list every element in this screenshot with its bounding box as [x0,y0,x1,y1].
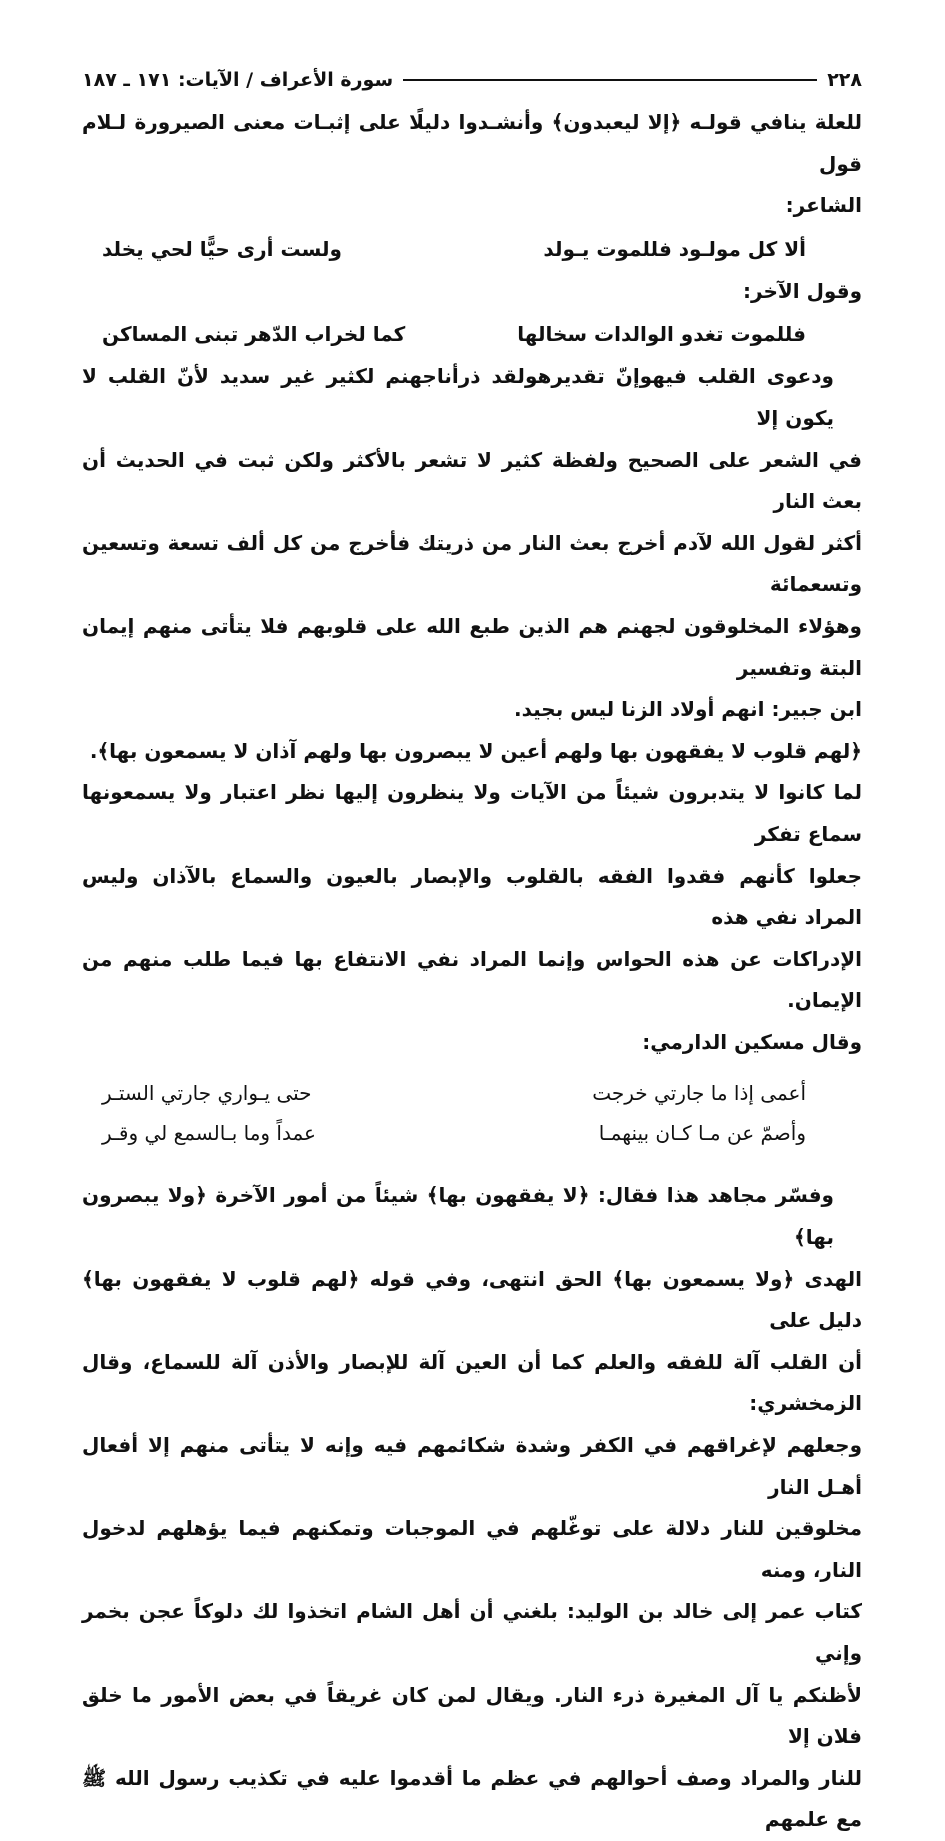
verse-hemistich-second: ولست أرى حيًّا لحي يخلد [102,236,342,261]
verse-line [82,312,862,356]
text-line: وقال مسكين الدارمي: [642,1029,862,1054]
verse-hemistich-first: ألا كل مولـود فللموت يـولد [543,236,806,261]
text-line: لما كانوا لا يتدبرون شيئاً من الآيات ولا ينظرون إليها نظر اعتبار ولا يسمعونها سماع تفكر [82,780,862,846]
verse-hemistich-second: عمداً وما بـالسمع لي وقـر [102,1121,316,1146]
text-line: أن القلب آلة للفقه والعلم كما أن العين آلة للإبصار والأذن آلة للسماع، وقال الزمخشري: [82,1349,862,1416]
spacer [82,1153,862,1175]
text-line: كتاب عمر إلى خالد بن الوليد: بلغني أن أهل الشام اتخذوا لك دلوكاً عجن بخمر وإني [82,1599,862,1665]
text-line: في الشعر على الصحيح ولفظة كثير لا تشعر بالأكثر ولكن ثبت في الحديث أن بعث النار [82,447,862,514]
page-number: ٢٢٨ [827,69,862,91]
text-line: جعلوا كأنهم فقدوا الفقه بالقلوب والإبصار بالعيون والسماع بالآذان وليس المراد نفي هذه [82,863,862,930]
text-line: ودعوى القلب فيهوإنّ تقديرهولقد ذرأناجهنم لكثير غير سديد لأنّ القلب لا يكون إلا [82,364,834,430]
verse-hemistich-first: فللموت تغدو الوالدات سخالها [517,322,806,347]
text-line: مخلوقين للنار دلالة على توغّلهم في الموجبات وتمكنهم فيما يؤهلهم لدخول النار، ومنه [82,1516,862,1582]
text-line: وجعلهم لإغراقهم في الكفر وشدة شكائمهم فيه وإنه لا يتأتى منهم إلا أفعال أهـل النار [82,1433,862,1499]
text-line: وقول الآخر: [743,278,862,303]
text-line: ابن جبير: انهم أولاد الزنا ليس بجيد. [513,697,862,722]
text-line: أكثر لقول الله لآدم أخرج بعث النار من ذريتك فأخرج من كل ألف تسعة وتسعين وتسعمائة [82,530,862,597]
text-line: للعلة ينافي قولـه ﴿إلا ليعبدون﴾ وأنشـدوا دليلًا على إثبـات معنى الصيرورة لـلام قول [82,110,862,176]
text-line: وفسّر مجاهد هذا فقال: ﴿لا يفقهون بها﴾ شيئاً من أمور الآخرة ﴿ولا يبصرون بها﴾ [82,1183,834,1250]
page-header [82,62,862,98]
ayah-heading: ﴿لهم قلوب لا يفقهون بها ولهم أعين لا يبصرون بها ولهم آذان لا يسمعون بها﴾. [89,738,862,763]
page-body [82,102,862,1841]
text-line: لأظنكم يا آل المغيرة ذرء النار. ويقال لمن كان غريقاً في بعض الأمور ما خلق فلان إلا [82,1682,862,1749]
text-line: وهؤلاء المخلوقون لجهنم هم الذين طبع الله على قلوبهم فلا يتأتى منهم إيمان البتة وتفسير [82,613,862,680]
text-line: الهدى ﴿ولا يسمعون بها﴾ الحق انتهى، وفي قوله ﴿لهم قلوب لا يفقهون بها﴾ دليل على [82,1266,862,1333]
verse-line [82,1073,862,1113]
verse-hemistich-second: حتى يـواري جارتي الستـر [102,1081,312,1106]
book-page [82,62,862,1841]
text-line: للنار والمراد وصف أحوالهم في عظم ما أقدموا عليه في تكذيب رسول الله ﷺ مع علمهم [82,1765,862,1832]
text-line: الشاعر: [785,193,862,218]
verse-hemistich-first: أعمى إذا ما جارتي خرجت [592,1081,806,1106]
text-line: الإدراكات عن هذه الحواس وإنما المراد نفي الانتفاع بها فيما طلب منهم من الإيمان. [82,946,862,1013]
verse-hemistich-first: وأصمّ عن مـا كـان بينهمـا [598,1121,806,1146]
verse-line [82,1113,862,1153]
header-rule [403,79,817,81]
running-title: سورة الأعراف / الآيات: ١٧١ ـ ١٨٧ [82,69,394,91]
verse-line [82,227,862,271]
spacer [82,1063,862,1073]
verse-hemistich-second: كما لخراب الدّهر تبنى المساكن [102,322,406,347]
